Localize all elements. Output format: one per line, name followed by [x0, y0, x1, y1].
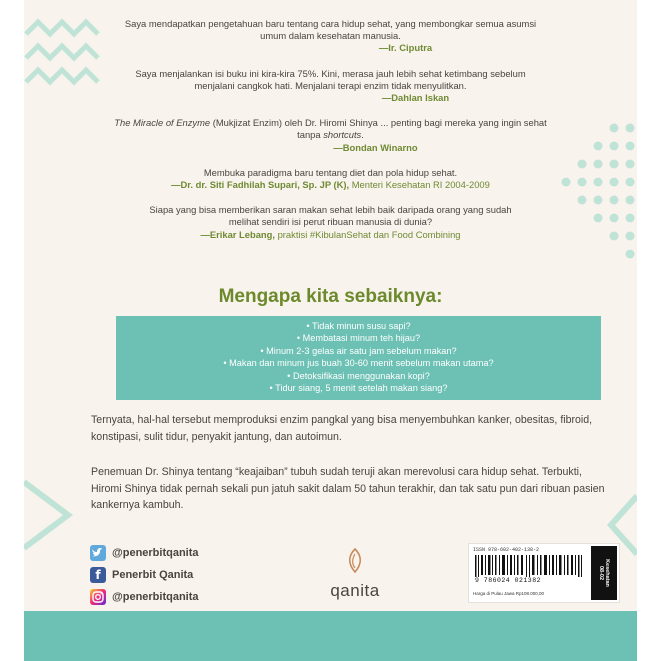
- social-instagram[interactable]: [90, 586, 199, 608]
- twitter-handle: @penerbitqanita: [112, 547, 199, 559]
- quote-author: —Bondan Winarno: [333, 141, 418, 153]
- quote-ciputra: [24, 18, 637, 55]
- question-item: • Minum 2-3 gelas air satu jam sebelum makan?: [116, 345, 601, 357]
- triangle-decoration-left: [24, 470, 84, 560]
- barcode-number: 9 786024 021382: [475, 577, 542, 584]
- quote-italic-word: shortcuts: [323, 129, 362, 141]
- quote-author-role: Menteri Kesehatan RI 2004-2009: [349, 179, 490, 191]
- quote-text: (Mukjizat Enzim) oleh Dr. Hiromi Shinya ... penting bagi mereka yang ingin sehat tanpa: [210, 117, 547, 141]
- quote-dahlan: [24, 68, 637, 105]
- quote-text: Saya menjalankan isi buku ini kira-kira 75%. Kini, merasa jauh lebih sehat ketimbang sebelum menjalani cangkok hati. Menjalani terapi enzim tidak menyulitkan.: [135, 67, 526, 91]
- category-label: [591, 546, 617, 600]
- barcode-icon: [475, 555, 585, 577]
- body-paragraph-2: Penemuan Dr. Shinya tentang “keajaiban” tubuh sudah teruji akan merevolusi cara hidup sehat. Terbukti, Hiromi Shinya tidak pernah sekali pun jatuh sakit dalam 50 tahun terakhir, dan tak satu pun dari ribuan pasien kankernya kambuh.: [91, 466, 605, 512]
- back-cover: [24, 0, 637, 661]
- isbn-text: ISSN 978-602-402-138-2: [473, 547, 540, 553]
- twitter-icon: [90, 545, 106, 561]
- quote-text: Saya mendapatkan pengetahuan baru tentang cara hidup sehat, yang membongkar semua asumsi umum dalam kesehatan manusia.: [124, 18, 537, 42]
- facebook-handle: Penerbit Qanita: [112, 569, 194, 581]
- quote-author: —Dahlan Iskan: [381, 92, 450, 104]
- social-twitter[interactable]: [90, 542, 199, 564]
- question-item: • Membatasi minum teh hijau?: [116, 332, 601, 344]
- quote-text: Siapa yang bisa memberikan saran makan sehat lebih baik daripada orang yang sudah melihat sendiri isi perut ribuan manusia di dunia?: [149, 204, 512, 228]
- instagram-handle: @penerbitqanita: [112, 591, 199, 603]
- questions-box: [116, 316, 601, 400]
- quote-text: Membuka paradigma baru tentang diet dan pola hidup sehat.: [203, 166, 458, 178]
- body-paragraph-1: Ternyata, hal-hal tersebut memproduksi enzim pangkal yang bisa menyembuhkan kanker, obesitas, fibroid, konstipasi, sulit tidur, penyakit jantung, dan autoimun.: [91, 414, 593, 443]
- quote-author: —Dr. dr. Siti Fadhilah Supari, Sp. JP (K),: [171, 179, 350, 191]
- qanita-logo-icon: [344, 548, 366, 574]
- publisher-name: qanita: [330, 581, 380, 600]
- footer-band: [24, 611, 637, 661]
- facebook-icon: f: [90, 567, 106, 583]
- book-title: The Miracle of Enzyme: [114, 117, 211, 129]
- social-facebook[interactable]: [90, 564, 199, 586]
- question-item: • Tidur siang, 5 menit setelah makan siang?: [116, 382, 601, 394]
- quote-bondan: [24, 117, 637, 154]
- questions-list: [116, 320, 601, 394]
- endorsement-quotes: [24, 18, 637, 254]
- section-heading: Mengapa kita sebaiknya:: [218, 286, 443, 307]
- social-links: [90, 542, 199, 608]
- quote-author: —Ir. Ciputra: [378, 42, 433, 54]
- instagram-icon: [90, 589, 106, 605]
- category-name: Kesehatan: [604, 559, 610, 587]
- question-item: • Detoksifikasi menggunakan kopi?: [116, 370, 601, 382]
- question-item: • Makan dan minum jus buah 30-60 menit sebelum makan utama?: [116, 357, 601, 369]
- question-item: • Tidak minum susu sapi?: [116, 320, 601, 332]
- publisher-logo: [300, 548, 410, 601]
- quote-siti: [24, 167, 637, 191]
- quote-erikar: [24, 204, 637, 241]
- quote-author: —Erikar Lebang,: [200, 228, 275, 240]
- price-text: Harga di Pulau Jawa Rp108.000,00: [473, 591, 545, 596]
- quote-author-role: praktisi #KibulanSehat dan Food Combining: [274, 228, 461, 240]
- category-code: 08-02: [598, 565, 604, 581]
- quote-text-end: .: [361, 129, 364, 141]
- barcode-panel: [468, 543, 620, 603]
